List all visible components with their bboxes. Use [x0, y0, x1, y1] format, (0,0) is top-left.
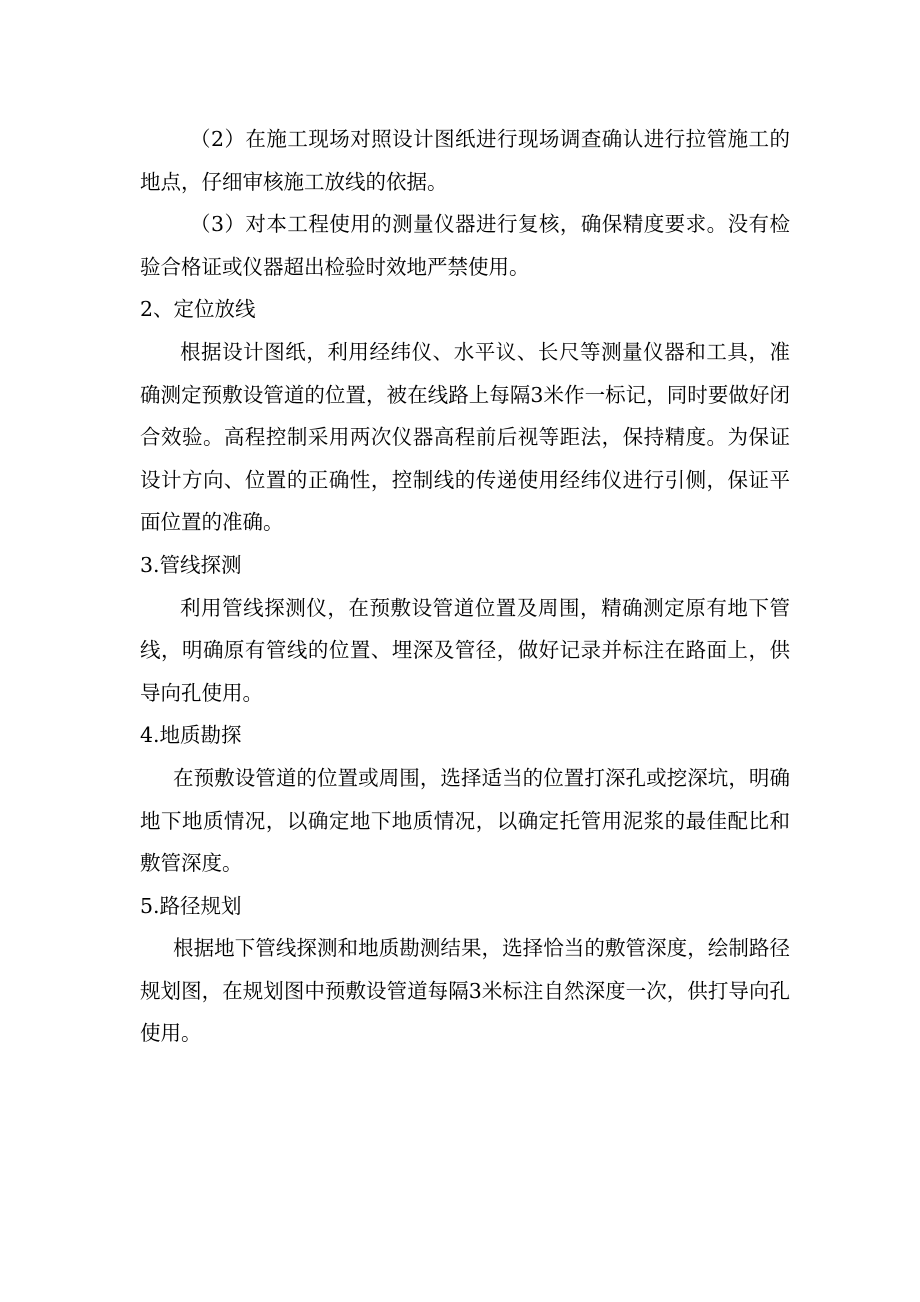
paragraph-pipeline-detection: 利用管线探测仪，在预敷设管道位置及周围，精确测定原有地下管线，明确原有管线的位置、埋深及管径，做好记录并标注在路面上，供导向孔使用。: [140, 595, 790, 705]
paragraph-route-planning: 根据地下管线探测和地质勘测结果，选择恰当的敷管深度，绘制路径规划图，在规划图中预敷设管道每隔3米标注自然深度一次，供打导向孔使用。: [140, 936, 790, 1046]
paragraph-instrument-check: （3）对本工程使用的测量仪器进行复核，确保精度要求。没有检验合格证或仪器超出检验时效地严禁使用。: [140, 212, 790, 279]
heading-geological-survey: 4.地质勘探: [140, 723, 242, 748]
heading-positioning: 2、定位放线: [140, 297, 256, 322]
paragraph-site-survey: （2）在施工现场对照设计图纸进行现场调查确认进行拉管施工的地点，仔细审核施工放线的依据。: [140, 127, 790, 194]
heading-pipeline-detection: 3.管线探测: [140, 552, 242, 577]
heading-route-planning: 5.路径规划: [140, 893, 242, 918]
paragraph-positioning: 根据设计图纸，利用经纬仪、水平议、长尺等测量仪器和工具，准确测定预敷设管道的位置，被在线路上每隔3米作一标记，同时要做好闭合效验。高程控制采用两次仪器高程前后视等距法，保持精度。为保证设计方向、位置的正确性，控制线的传递使用经纬仪进行引侧，保证平面位置的准确。: [140, 339, 790, 535]
document-body: [140, 118, 790, 1055]
paragraph-geological-survey: 在预敷设管道的位置或周围，选择适当的位置打深孔或挖深坑，明确地下地质情况，以确定地下地质情况，以确定托管用泥浆的最佳配比和敷管深度。: [140, 765, 790, 876]
